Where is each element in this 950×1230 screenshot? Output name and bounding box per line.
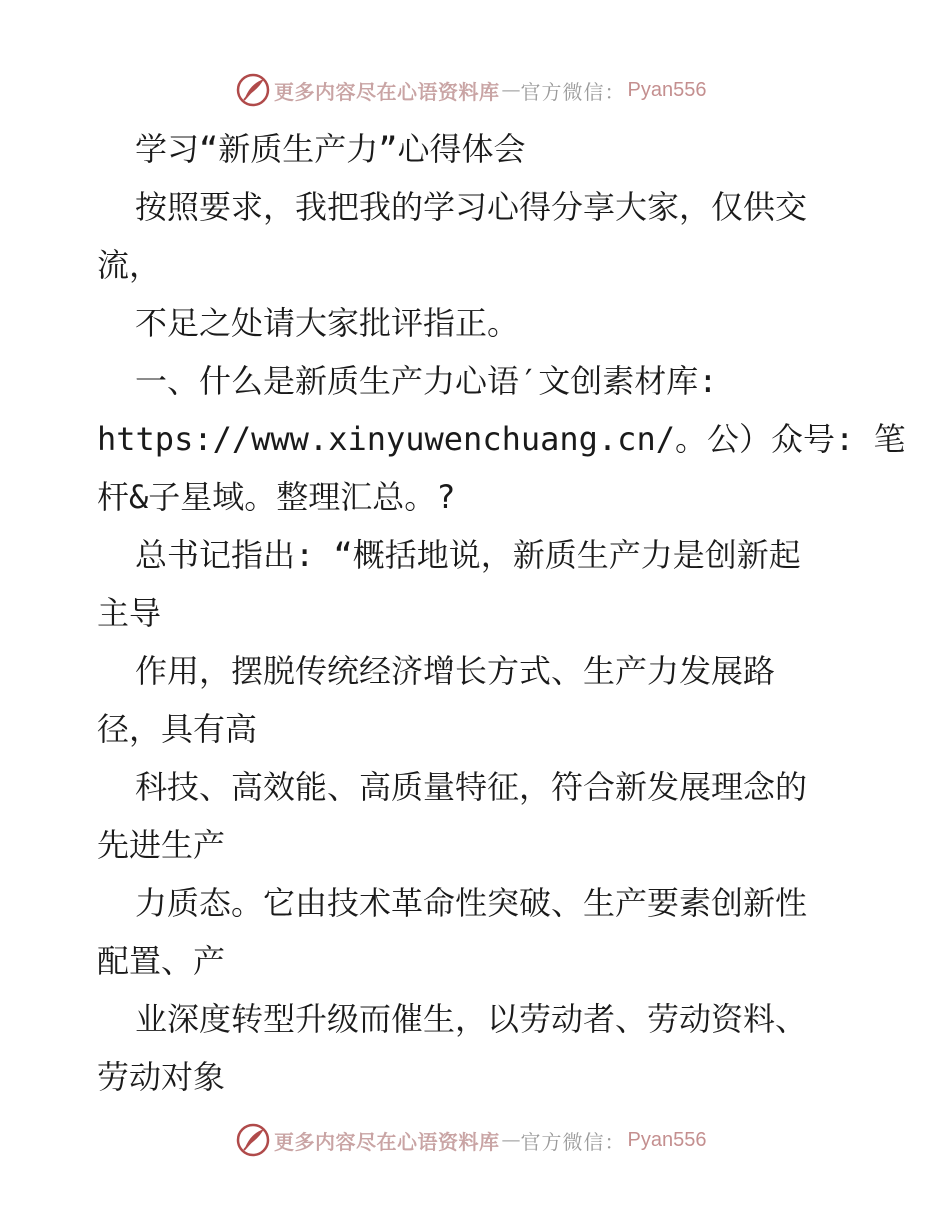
feather-quill-icon	[236, 1123, 270, 1157]
doc-line: 径，具有高	[97, 710, 258, 748]
doc-line: 按照要求，我把我的学习心得分享大家，仅供交	[135, 188, 808, 226]
feather-quill-icon	[236, 73, 270, 107]
doc-line: 不足之处请大家批评指正。	[135, 304, 520, 342]
watermark-wechat-id: Pyan556	[627, 78, 707, 101]
watermark-dash: —	[501, 1129, 521, 1151]
doc-line: 业深度转型升级而催生，以劳动者、劳动资料、	[135, 1000, 808, 1038]
watermark-wechat-id: Pyan556	[627, 1128, 707, 1151]
doc-line: 主导	[97, 594, 162, 632]
doc-line: 先进生产	[97, 826, 226, 864]
document-body	[97, 120, 906, 1106]
doc-line: https://www.xinyuwenchuang.cn/。公）众号: 笔	[97, 420, 906, 458]
doc-line: 作用，摆脱传统经济增长方式、生产力发展路	[135, 652, 776, 690]
doc-line: 配置、产	[97, 942, 226, 980]
doc-line: 总书记指出: “概括地说，新质生产力是创新起	[135, 536, 801, 574]
doc-line: 一、什么是新质生产力心语′文创素材库:	[135, 362, 718, 400]
doc-line: 力质态。它由技术革命性突破、生产要素创新性	[135, 884, 808, 922]
doc-line: 劳动对象	[97, 1058, 226, 1096]
doc-line: 流，	[97, 246, 162, 284]
doc-line: 学习“新质生产力”心得体会	[135, 130, 526, 168]
watermark-dash: —	[501, 79, 521, 101]
watermark-banner-bottom	[236, 1122, 706, 1158]
doc-line: 杆&子星域。整理汇总。?	[97, 478, 456, 516]
watermark-banner-top	[236, 72, 706, 108]
watermark-official-label: 官方微信：	[520, 1129, 626, 1154]
watermark-text: 更多内容尽在心语资料库	[274, 79, 500, 104]
watermark-official-label: 官方微信：	[520, 79, 626, 104]
watermark-text: 更多内容尽在心语资料库	[274, 1129, 500, 1154]
doc-line: 科技、高效能、高质量特征，符合新发展理念的	[135, 768, 808, 806]
